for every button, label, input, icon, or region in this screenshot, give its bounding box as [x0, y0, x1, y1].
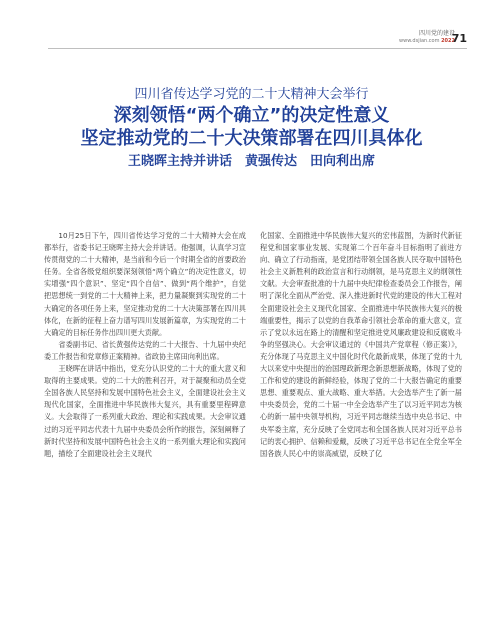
- article-body: [44, 230, 462, 460]
- article-title-block: [0, 86, 503, 172]
- website-prefix: www.dsjian.com: [399, 38, 440, 44]
- magazine-website: [399, 38, 455, 45]
- body-column-left: [44, 230, 246, 460]
- magazine-masthead: [399, 30, 455, 45]
- article-kicker: 四川省传达学习党的二十大精神大会举行: [134, 87, 369, 102]
- body-paragraph: 省委副书记、省长黄强传达党的二十大报告、十九届中央纪委工作报告和党章修正案精神。省政协主席田向利出席。: [44, 339, 246, 361]
- page-number: 71: [451, 32, 467, 45]
- header-divider: [48, 48, 467, 49]
- issue-year: 2022: [441, 38, 455, 44]
- body-column-right: [260, 230, 462, 460]
- body-paragraph: 10月25日下午，四川省传达学习党的二十大精神大会在成都举行，省委书记王晓晖主持大会并讲话。他强调，认真学习宣传贯彻党的二十大精神，是当前和今后一个时期全省的首要政治任务。全省各级党组织要深刻领悟“两个确立”的决定性意义，切实增强“四个意识”、坚定“四个自信”、做到“两个维护”，自觉把思想统一到党的二十大精神上来，把力量凝聚到实现党的二十大确定的各项任务上来，坚定推动党的二十大决策部署在四川具体化，在新的征程上奋力谱写四川发展新篇章，为实现党的二十大确定的目标任务作出四川更大贡献。: [44, 231, 246, 337]
- body-paragraph: 化国家、全面推进中华民族伟大复兴的宏伟蓝图，为新时代新征程党和国家事业发展、实现第二个百年奋斗目标指明了前进方向、确立了行动指南，是党团结带领全国各族人民夺取中国特色社会主义新胜利的政治宣言和行动纲领，是马克思主义的纲领性文献。大会审查批准的十九届中央纪律检查委员会工作报告，阐明了深化全面从严治党、深入推进新时代党的建设的伟大工程对全面建设社会主义现代化国家、全面推进中华民族伟大复兴的极端重要性，揭示了以党的自我革命引领社会革命的重大意义，宣示了党以永远在路上的清醒和坚定推进党风廉政建设和反腐败斗争的坚强决心。大会审议通过的《中国共产党章程（修正案）》，充分体现了马克思主义中国化时代化最新成果，体现了党的十九大以来党中央提出的治国理政新理念新思想新战略，体现了党的工作和党的建设的新鲜经验，体现了党的二十大报告确定的重要思想、重要观点、重大战略、重大举措。大会选举产生了新一届中央委员会，党的二十届一中全会选举产生了以习近平同志为核心的新一届中央领导机构，习近平同志继续当选中央总书记、中央军委主席，充分反映了全党同志和全国各族人民对习近平总书记的衷心拥护、信赖和爱戴，反映了习近平总书记在全党全军全国各族人民心中的崇高威望，反映了亿: [260, 231, 462, 458]
- body-paragraph: 王晓晖在讲话中指出，党充分认识党的二十大的重大意义和取得的主要成果。党的二十大的胜利召开，对于凝聚和动员全党全国各族人民坚持和发展中国特色社会主义，全面建设社会主义现代化国家，全面推进中华民族伟大复兴，具有重要里程碑意义。大会取得了一系列重大政治、理论和实践成果。大会审议通过的习近平同志代表十九届中央委员会所作的报告，深刻阐释了新时代坚持和发展中国特色社会主义的一系列重大理论和实践问题，描绘了全面建设社会主义现代: [44, 364, 246, 458]
- article-title-line-1: 深刻领悟“两个确立”的决定性意义: [113, 105, 390, 126]
- article-title-line-2: 坚定推动党的二十大决策部署在四川具体化: [80, 128, 423, 149]
- magazine-name: 四川党的建设: [418, 30, 455, 37]
- article-byline: 王晓晖主持并讲话 黄强传达 田向利出席: [127, 154, 375, 169]
